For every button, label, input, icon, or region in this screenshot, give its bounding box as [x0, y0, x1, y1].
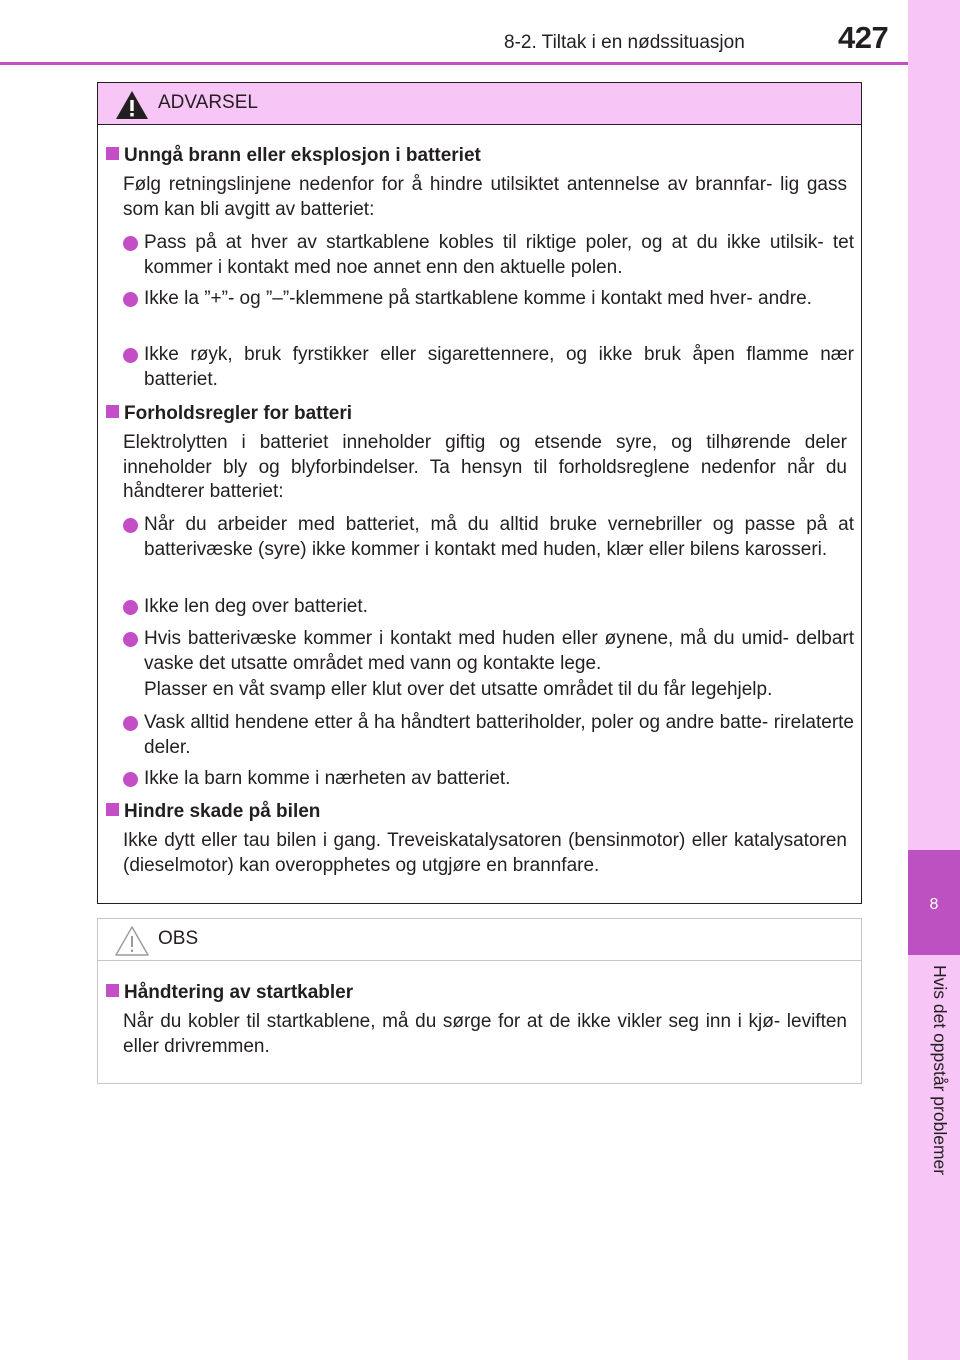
bullet-dot-icon	[123, 600, 138, 615]
chapter-title: Hvis det oppstår problemer	[930, 965, 950, 1176]
section-heading: Hindre skade på bilen	[106, 800, 320, 824]
square-bullet-icon	[106, 984, 119, 997]
list-item: Ikke røyk, bruk fyrstikker eller sigarettennere, og ikke bruk åpen flamme nær batteriet.	[123, 343, 854, 392]
bullet-dot-icon	[123, 716, 138, 731]
list-item-continuation: Plasser en våt svamp eller klut over det utsatte området til du får legehjelp.	[144, 679, 773, 700]
warning-triangle-icon	[114, 89, 150, 121]
section-heading: Håndtering av startkabler	[106, 981, 353, 1005]
square-bullet-icon	[106, 147, 119, 160]
chapter-number: 8	[929, 896, 939, 913]
list-item: Hvis batterivæske kommer i kontakt med huden eller øynene, må du umid- delbart vaske det utsatte området med vann og kontakte lege.	[123, 627, 854, 676]
section-intro: Ikke dytt eller tau bilen i gang. Treveiskatalysatoren (bensinmotor) eller katalysatoren (dieselmotor) kan overopphetes og utgjøre en brannfare.	[123, 830, 847, 876]
list-item: Ikke len deg over batteriet.	[123, 595, 854, 620]
list-item: Ikke la barn komme i nærheten av batteriet.	[123, 767, 854, 792]
square-bullet-icon	[106, 405, 119, 418]
warning-label: ADVARSEL	[158, 92, 258, 113]
square-bullet-icon	[106, 803, 119, 816]
list-item: Ikke la ”+”- og ”–”-klemmene på startkablene komme i kontakt med hver- andre.	[123, 287, 854, 312]
bullet-dot-icon	[123, 518, 138, 533]
header-rule	[0, 62, 908, 65]
section-intro: Følg retningslinjene nedenfor for å hindre utilsiktet antennelse av brannfar- lig gass som kan bli avgitt av batteriet:	[123, 174, 847, 220]
list-item: Vask alltid hendene etter å ha håndtert batteriholder, poler og andre batte- rirelaterte deler.	[123, 711, 854, 760]
caution-triangle-icon	[114, 925, 150, 957]
section-title: 8-2. Tiltak i en nødssituasjon	[504, 32, 745, 53]
section-intro: Elektrolytten i batteriet inneholder giftig og etsende syre, og tilhørende deler inneholder bly og blyforbindelser. Ta hensyn til forholdsreglene nedenfor når du håndterer batteriet:	[123, 432, 847, 502]
chapter-number-box	[908, 850, 960, 955]
warning-header	[98, 83, 861, 125]
section-heading: Forholdsregler for batteri	[106, 402, 352, 426]
notice-header	[98, 919, 861, 961]
bullet-dot-icon	[123, 348, 138, 363]
warning-box	[97, 82, 862, 904]
bullet-dot-icon	[123, 236, 138, 251]
section-heading: Unngå brann eller eksplosjon i batteriet	[106, 144, 481, 168]
notice-label: OBS	[158, 928, 199, 949]
bullet-dot-icon	[123, 632, 138, 647]
notice-box	[97, 918, 862, 1084]
bullet-dot-icon	[123, 772, 138, 787]
notice-text: Når du kobler til startkablene, må du sørge for at de ikke vikler seg inn i kjø- leviften eller drivremmen.	[123, 1011, 847, 1057]
bullet-dot-icon	[123, 292, 138, 307]
list-item: Når du arbeider med batteriet, må du alltid bruke vernebriller og passe på at batterivæske (syre) ikke kommer i kontakt med huden, klær eller bilens karosseri.	[123, 513, 854, 562]
page-number: 427	[838, 20, 889, 55]
list-item: Pass på at hver av startkablene kobles til riktige poler, og at du ikke utilsik- tet kommer i kontakt med noe annet enn den aktuelle polen.	[123, 231, 854, 280]
